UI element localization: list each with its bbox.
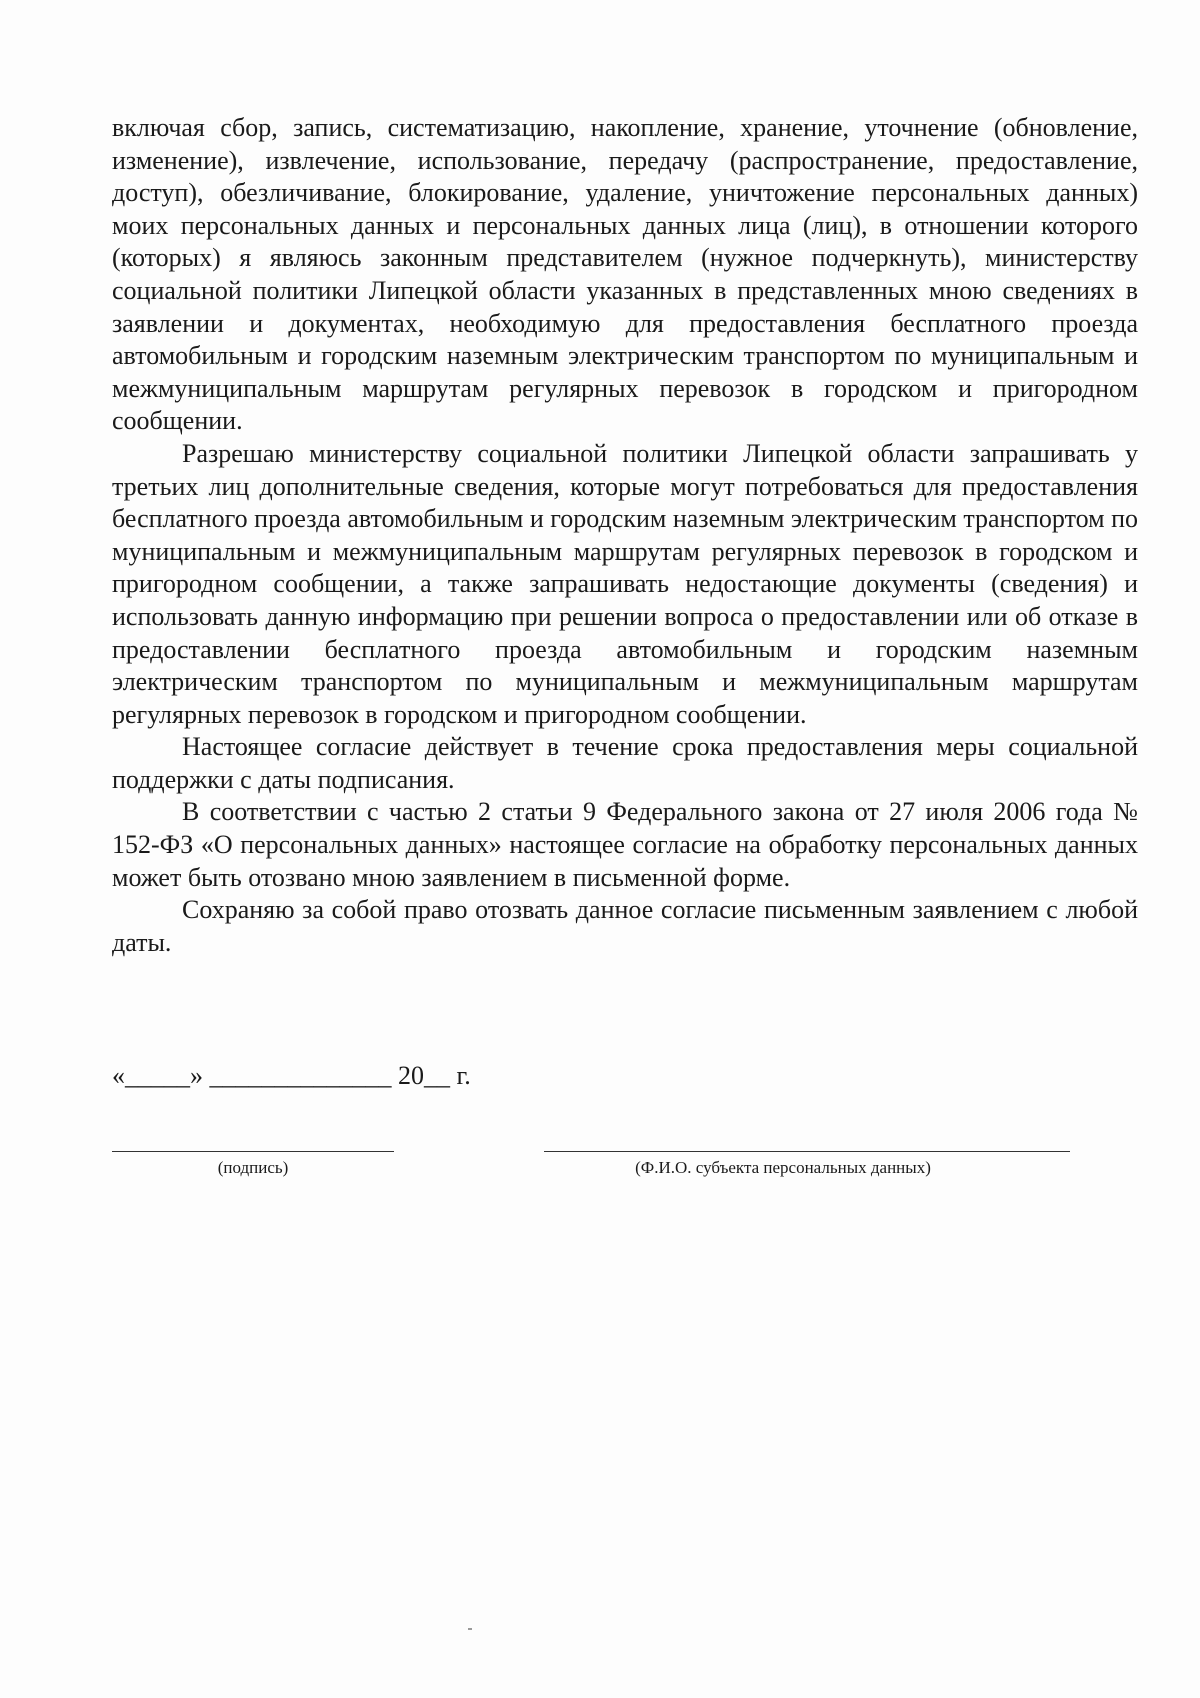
- full-name-caption: (Ф.И.О. субъекта персональных данных): [635, 1158, 931, 1177]
- signature-caption: (подпись): [217, 1158, 289, 1177]
- paragraph-revocation-law: В соответствии с частью 2 статьи 9 Федерального закона от 27 июля 2006 года № 152-ФЗ «О персональных данных» настоящее согласие на обработку персональных данных может быть отозвано мною заявлением в письменной форме.: [112, 797, 1138, 892]
- document-body: [112, 112, 1138, 959]
- scan-speck: [468, 1628, 472, 1630]
- signature-line: [112, 1151, 394, 1152]
- paragraph-processing-consent: включая сбор, запись, систематизацию, накопление, хранение, уточнение (обновление, изменение), извлечение, использование, передачу (распространение, предоставление, доступ), обезличивание, блокирование, удаление, уничтожение персональных данных) моих персональных данных и персональных данных лица (лиц), в отношении которого (которых) я являюсь законным представителем (нужное подчеркнуть), министерству социальной политики Липецкой области указанных в представленных мною сведениях в заявлении и документах, необходимую для предоставления бесплатного проезда автомобильным и городским наземным электрическим транспортом по муниципальным и межмуниципальным маршрутам регулярных перевозок в городском и пригородном сообщении.: [112, 113, 1138, 436]
- paragraph-request-permission: Разрешаю министерству социальной политики Липецкой области запрашивать у третьих лиц дополнительные сведения, которые могут потребоваться для предоставления бесплатного проезда автомобильным и городским наземным электрическим транспортом по муниципальным и межмуниципальным маршрутам регулярных перевозок в городском и пригородном сообщении, а также запрашивать недостающие документы (сведения) и использовать данную информацию при решении вопроса о предоставлении или об отказе в предоставлении бесплатного проезда автомобильным и городским наземным электрическим транспортом по муниципальным и межмуниципальным маршрутам регулярных перевозок в городском и пригородном сообщении.: [112, 438, 1138, 729]
- paragraph-validity-term: Настоящее согласие действует в течение срока предоставления меры социальной поддержки с даты подписания.: [112, 732, 1138, 794]
- date-line: «_____» ______________ 20__ г.: [112, 1061, 471, 1090]
- full-name-line: [544, 1151, 1070, 1152]
- paragraph-revocation-right: Сохраняю за собой право отозвать данное согласие письменным заявлением с любой даты.: [112, 895, 1138, 957]
